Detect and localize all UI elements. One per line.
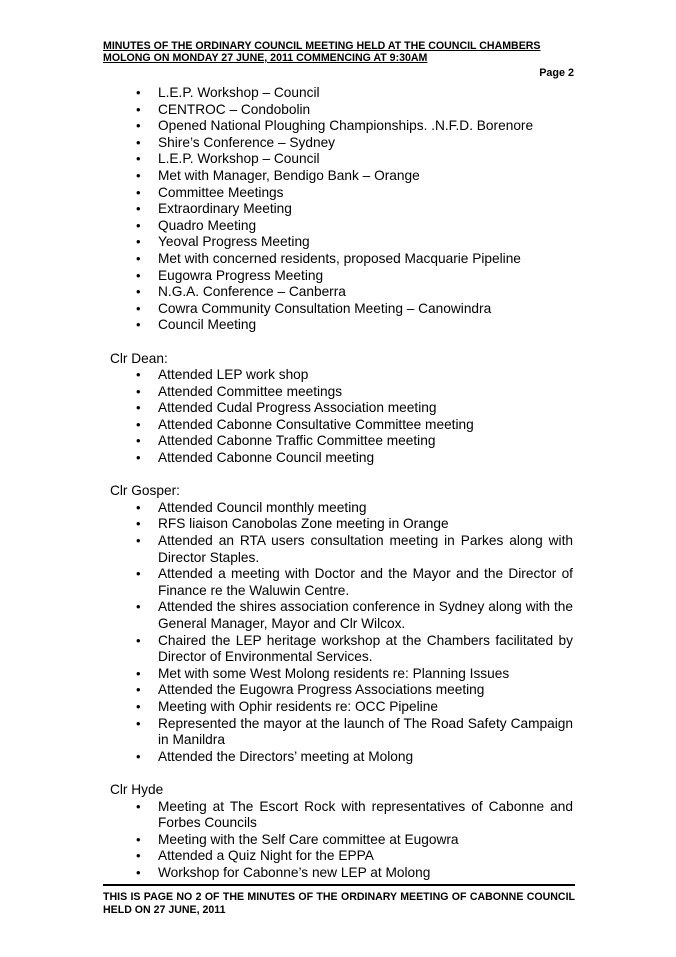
list-item: • RFS liaison Canobolas Zone meeting in Orange (110, 516, 573, 533)
list-item: • L.E.P. Workshop – Council (110, 151, 573, 168)
list-item: • Cowra Community Consultation Meeting – Canowindra (110, 301, 573, 318)
section-heading-clr-hyde: Clr Hyde (110, 781, 164, 797)
list-item: • Committee Meetings (110, 185, 573, 202)
intro-activity-list (110, 85, 573, 334)
list-item: • Attended Cudal Progress Association meeting (110, 400, 573, 417)
list-item: • Attended the Eugowra Progress Associations meeting (110, 682, 573, 699)
list-item: • Meeting with the Self Care committee at Eugowra (110, 832, 573, 849)
list-item: • Quadro Meeting (110, 218, 573, 235)
minutes-header-title: MINUTES OF THE ORDINARY COUNCIL MEETING HELD AT THE COUNCIL CHAMBERS MOLONG ON MONDAY 27 JUNE, 2011 COMMENCING AT 9:30AM (103, 40, 541, 64)
list-item: • Met with some West Molong residents re: Planning Issues (110, 666, 573, 683)
section-heading-clr-dean: Clr Dean: (110, 350, 168, 366)
list-item: • Attended LEP work shop (110, 367, 573, 384)
clr-hyde-activity-list (110, 799, 573, 882)
list-item: • Attended Cabonne Consultative Committee meeting (110, 417, 573, 434)
list-item: • Chaired the LEP heritage workshop at the Chambers facilitated by Director of Environmental Services. (110, 633, 573, 666)
clr-dean-activity-list (110, 367, 573, 467)
list-item: • Workshop for Cabonne’s new LEP at Molong (110, 865, 573, 882)
list-item: • Represented the mayor at the launch of The Road Safety Campaign in Manildra (110, 716, 573, 749)
footer-divider (103, 884, 575, 886)
list-item: • Eugowra Progress Meeting (110, 268, 573, 285)
list-item: • Attended a meeting with Doctor and the Mayor and the Director of Finance re the Waluwin Centre. (110, 566, 573, 599)
list-item: • Extraordinary Meeting (110, 201, 573, 218)
list-item: • Attended Council monthly meeting (110, 500, 573, 517)
list-item: • Attended Committee meetings (110, 384, 573, 401)
list-item: • N.G.A. Conference – Canberra (110, 284, 573, 301)
list-item: • Meeting at The Escort Rock with representatives of Cabonne and Forbes Councils (110, 799, 573, 832)
list-item: • Shire’s Conference – Sydney (110, 135, 573, 152)
list-item: • Attended the shires association conference in Sydney along with the General Manager, Mayor and Clr Wilcox. (110, 599, 573, 632)
list-item: • Yeoval Progress Meeting (110, 234, 573, 251)
list-item: • Met with concerned residents, proposed Macquarie Pipeline (110, 251, 573, 268)
list-item: • Met with Manager, Bendigo Bank – Orange (110, 168, 573, 185)
list-item: • Opened National Ploughing Championships. .N.F.D. Borenore (110, 118, 573, 135)
list-item: • Attended the Directors’ meeting at Molong (110, 749, 573, 766)
list-item: • Attended Cabonne Council meeting (110, 450, 573, 467)
list-item: • Meeting with Ophir residents re: OCC Pipeline (110, 699, 573, 716)
page-footer: THIS IS PAGE NO 2 OF THE MINUTES OF THE ORDINARY MEETING OF CABONNE COUNCIL HELD ON 27 JUNE, 2011 (103, 891, 575, 916)
list-item: • Attended Cabonne Traffic Committee meeting (110, 433, 573, 450)
list-item: • Council Meeting (110, 317, 573, 334)
section-heading-clr-gosper: Clr Gosper: (110, 483, 180, 499)
list-item: • L.E.P. Workshop – Council (110, 85, 573, 102)
page-number: Page 2 (539, 67, 574, 79)
list-item: • CENTROC – Condobolin (110, 102, 573, 119)
minutes-content (110, 85, 573, 882)
clr-gosper-activity-list (110, 500, 573, 766)
list-item: • Attended a Quiz Night for the EPPA (110, 848, 573, 865)
list-item: • Attended an RTA users consultation meeting in Parkes along with Director Staples. (110, 533, 573, 566)
